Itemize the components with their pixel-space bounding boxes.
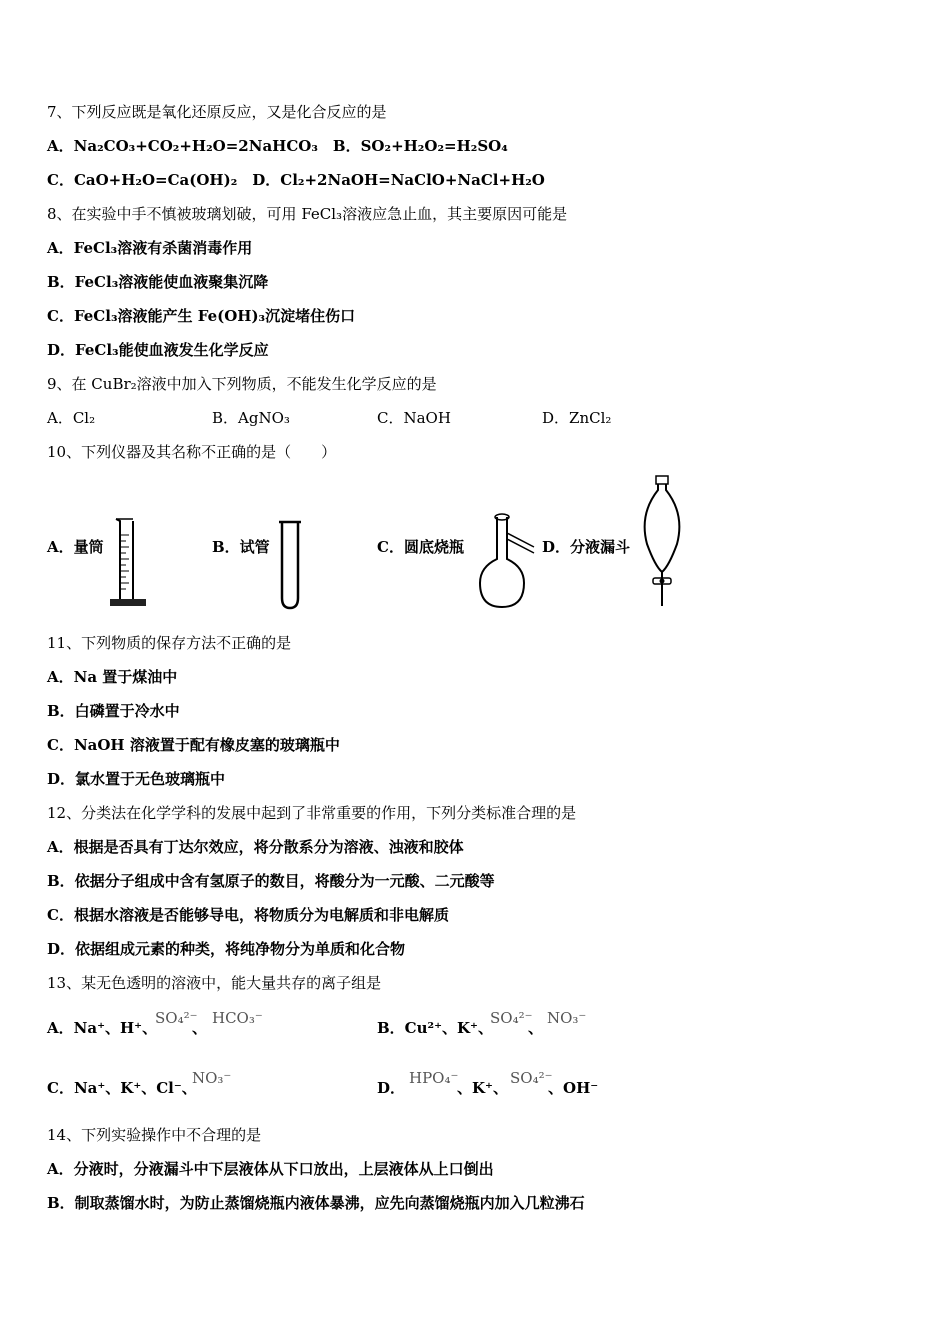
separatory-funnel-icon — [635, 474, 691, 610]
q13-option-d-mid: 、K⁺、 — [457, 1079, 508, 1097]
q14-option-b: B．制取蒸馏水时，为防止蒸馏烧瓶内液体暴沸，应先向蒸馏烧瓶内加入几粒沸石 — [47, 1194, 585, 1212]
q13-option-d-end: 、OH⁻ — [548, 1079, 599, 1097]
q8-option-a: A．FeCl₃溶液有杀菌消毒作用 — [47, 239, 253, 257]
round-bottom-flask-icon — [474, 511, 544, 611]
q11-option-b: B．白磷置于冷水中 — [47, 702, 180, 720]
q8-option-c: C．FeCl₃溶液能产生 Fe(OH)₃沉淀堵住伤口 — [47, 307, 356, 325]
q8-option-b: B．FeCl₃溶液能使血液聚集沉降 — [47, 273, 269, 291]
q9-stem: 9、在 CuBr₂溶液中加入下列物质，不能发生化学反应的是 — [47, 375, 437, 393]
q13-option-c-text: C．Na⁺、K⁺、Cl⁻、 — [47, 1079, 197, 1097]
q11-option-d: D．氯水置于无色玻璃瓶中 — [47, 770, 226, 788]
q11-stem: 11、下列物质的保存方法不正确的是 — [47, 634, 292, 652]
q13-option-d-ion2: SO₄²⁻ — [510, 1069, 553, 1087]
q13-option-a-text: A．Na⁺、H⁺、 — [47, 1019, 158, 1037]
q13-option-b-ion1: SO₄²⁻ — [490, 1009, 533, 1027]
q13-option-b-text: B．Cu²⁺、K⁺、 — [377, 1019, 493, 1037]
q13-stem: 13、某无色透明的溶液中，能大量共存的离子组是 — [47, 974, 382, 992]
q9-option-d: D．ZnCl₂ — [542, 409, 612, 427]
q13-option-d-prefix: D． — [377, 1079, 406, 1097]
q12-option-b: B．依据分子组成中含有氢原子的数目，将酸分为一元酸、二元酸等 — [47, 872, 495, 890]
q10-option-a: A．量筒 — [47, 538, 104, 556]
q11-option-a: A．Na 置于煤油中 — [47, 668, 178, 686]
q13-option-a-sep: 、 — [192, 1019, 208, 1037]
q13-option-a-ion2: HCO₃⁻ — [212, 1009, 263, 1027]
q12-option-d: D．依据组成元素的种类，将纯净物分为单质和化合物 — [47, 940, 406, 958]
q10-option-b: B．试管 — [212, 538, 270, 556]
q9-option-a: A．Cl₂ — [47, 409, 96, 427]
q14-option-a: A．分液时，分液漏斗中下层液体从下口放出，上层液体从上口倒出 — [47, 1160, 494, 1178]
q13-option-c-ion1: NO₃⁻ — [192, 1069, 232, 1087]
q7-options-cd: C．CaO+H₂O=Ca(OH)₂ D．Cl₂+2NaOH=NaClO+NaCl+H₂O — [47, 171, 545, 189]
q10-option-c: C．圆底烧瓶 — [377, 538, 464, 556]
q14-stem: 14、下列实验操作中不合理的是 — [47, 1126, 262, 1144]
q10-option-d: D．分液漏斗 — [542, 538, 631, 556]
q12-option-a: A．根据是否具有丁达尔效应，将分散系分为溶液、浊液和胶体 — [47, 838, 464, 856]
q13-option-a-ion1: SO₄²⁻ — [155, 1009, 198, 1027]
graduated-cylinder-icon — [108, 515, 154, 611]
q8-stem: 8、在实验中手不慎被玻璃划破，可用 FeCl₃溶液应急止血，其主要原因可能是 — [47, 205, 568, 223]
q7-stem: 7、下列反应既是氧化还原反应，又是化合反应的是 — [47, 103, 387, 121]
q9-option-b: B．AgNO₃ — [212, 409, 290, 427]
q12-option-c: C．根据水溶液是否能够导电，将物质分为电解质和非电解质 — [47, 906, 449, 924]
q13-option-d-ion1: HPO₄⁻ — [409, 1069, 459, 1087]
q9-option-c: C．NaOH — [377, 409, 451, 427]
q13-option-b-sep: 、 — [528, 1019, 544, 1037]
test-tube-icon — [276, 518, 304, 612]
q11-option-c: C．NaOH 溶液置于配有橡皮塞的玻璃瓶中 — [47, 736, 340, 754]
q7-options-ab: A．Na₂CO₃+CO₂+H₂O=2NaHCO₃ B．SO₂+H₂O₂=H₂SO₄ — [47, 137, 508, 155]
q8-option-d: D．FeCl₃能使血液发生化学反应 — [47, 341, 269, 359]
q12-stem: 12、分类法在化学学科的发展中起到了非常重要的作用，下列分类标准合理的是 — [47, 804, 577, 822]
q13-option-b-ion2: NO₃⁻ — [547, 1009, 587, 1027]
q10-stem: 10、下列仪器及其名称不正确的是（ ） — [47, 443, 337, 461]
